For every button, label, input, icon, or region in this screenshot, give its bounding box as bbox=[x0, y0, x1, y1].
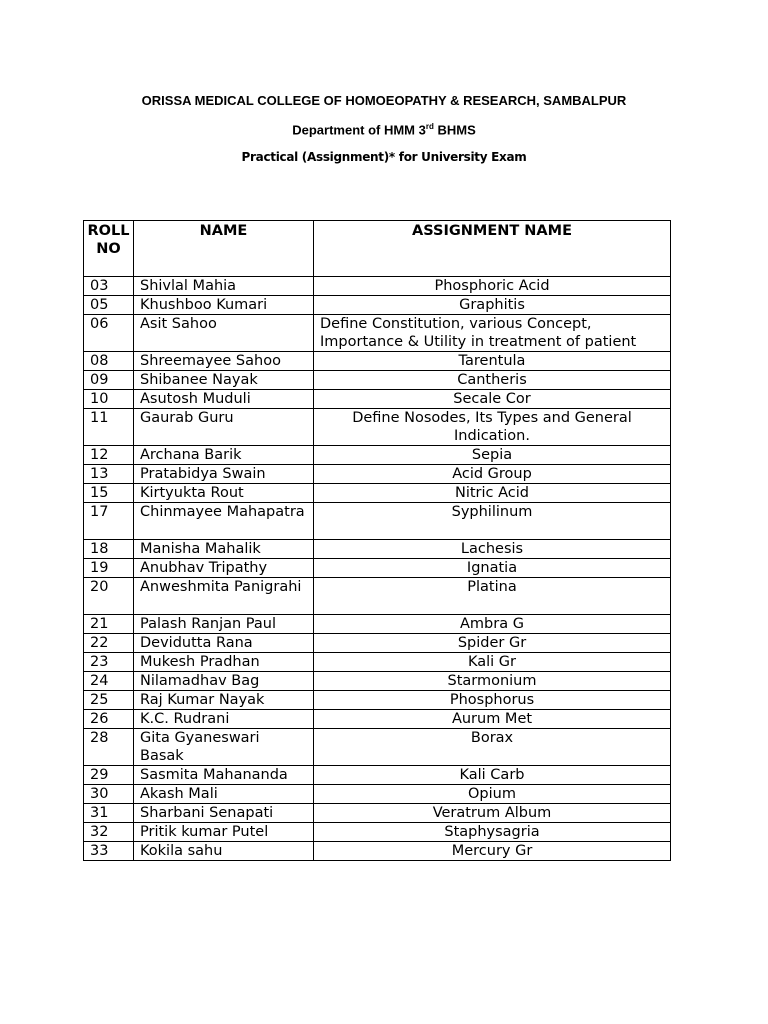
roll-cell: 15 bbox=[84, 484, 134, 503]
exam-subtitle: Practical (Assignment)* for University Exam bbox=[241, 150, 527, 164]
roll-cell: 33 bbox=[84, 842, 134, 861]
department-superscript: rd bbox=[425, 122, 434, 131]
roll-cell: 03 bbox=[84, 277, 134, 296]
name-cell: Archana Barik bbox=[134, 446, 314, 465]
table-row bbox=[84, 672, 671, 691]
roll-header: ROLL NO bbox=[84, 221, 134, 277]
name-cell: Gita Gyaneswari Basak bbox=[134, 729, 314, 766]
table-row bbox=[84, 653, 671, 672]
table-row bbox=[84, 785, 671, 804]
assignment-cell: Graphitis bbox=[314, 296, 671, 315]
department-suffix: BHMS bbox=[433, 122, 476, 138]
roll-cell: 26 bbox=[84, 710, 134, 729]
roll-cell: 17 bbox=[84, 503, 134, 540]
roll-cell: 10 bbox=[84, 390, 134, 409]
name-cell: Raj Kumar Nayak bbox=[134, 691, 314, 710]
table-row bbox=[84, 446, 671, 465]
name-cell: Nilamadhav Bag bbox=[134, 672, 314, 691]
roll-cell: 18 bbox=[84, 540, 134, 559]
roll-cell: 29 bbox=[84, 766, 134, 785]
roll-cell: 11 bbox=[84, 409, 134, 446]
roll-cell: 24 bbox=[84, 672, 134, 691]
department-prefix: Department of HMM 3 bbox=[292, 122, 426, 138]
roll-cell: 31 bbox=[84, 804, 134, 823]
table-row bbox=[84, 315, 671, 352]
college-title: ORISSA MEDICAL COLLEGE OF HOMOEOPATHY & RESEARCH, SAMBALPUR bbox=[141, 93, 627, 108]
assignment-cell: Kali Carb bbox=[314, 766, 671, 785]
assignment-cell: Starmonium bbox=[314, 672, 671, 691]
name-cell: Kirtyukta Rout bbox=[134, 484, 314, 503]
table-row bbox=[84, 615, 671, 634]
assignment-cell: Sepia bbox=[314, 446, 671, 465]
name-cell: Asutosh Muduli bbox=[134, 390, 314, 409]
table-row bbox=[84, 409, 671, 446]
roll-cell: 05 bbox=[84, 296, 134, 315]
name-cell: Palash Ranjan Paul bbox=[134, 615, 314, 634]
assignment-cell: Kali Gr bbox=[314, 653, 671, 672]
roll-cell: 22 bbox=[84, 634, 134, 653]
name-cell: Chinmayee Mahapatra bbox=[134, 503, 314, 540]
name-cell: Sasmita Mahananda bbox=[134, 766, 314, 785]
assignment-cell: Define Nosodes, Its Types and General Indication. bbox=[314, 409, 671, 446]
table-row bbox=[84, 691, 671, 710]
name-header: NAME bbox=[134, 221, 314, 277]
assignment-cell: Syphilinum bbox=[314, 503, 671, 540]
name-cell: Pratabidya Swain bbox=[134, 465, 314, 484]
roll-cell: 25 bbox=[84, 691, 134, 710]
assignment-cell: Ignatia bbox=[314, 559, 671, 578]
assignment-cell: Spider Gr bbox=[314, 634, 671, 653]
roll-cell: 21 bbox=[84, 615, 134, 634]
name-cell: Shibanee Nayak bbox=[134, 371, 314, 390]
table-row bbox=[84, 578, 671, 615]
table-row bbox=[84, 842, 671, 861]
assignment-table bbox=[83, 220, 671, 861]
table-row bbox=[84, 352, 671, 371]
assignment-cell: Nitric Acid bbox=[314, 484, 671, 503]
roll-cell: 30 bbox=[84, 785, 134, 804]
name-cell: Khushboo Kumari bbox=[134, 296, 314, 315]
table-row bbox=[84, 277, 671, 296]
name-cell: Pritik kumar Putel bbox=[134, 823, 314, 842]
table-row bbox=[84, 804, 671, 823]
table-body bbox=[84, 277, 671, 861]
table-row bbox=[84, 710, 671, 729]
name-cell: K.C. Rudrani bbox=[134, 710, 314, 729]
name-cell: Akash Mali bbox=[134, 785, 314, 804]
name-cell: Kokila sahu bbox=[134, 842, 314, 861]
table-row bbox=[84, 729, 671, 766]
name-cell: Shivlal Mahia bbox=[134, 277, 314, 296]
table-row bbox=[84, 503, 671, 540]
assignment-cell: Cantheris bbox=[314, 371, 671, 390]
table-row bbox=[84, 484, 671, 503]
assignment-cell: Secale Cor bbox=[314, 390, 671, 409]
table-row bbox=[84, 634, 671, 653]
roll-cell: 23 bbox=[84, 653, 134, 672]
roll-cell: 28 bbox=[84, 729, 134, 766]
roll-cell: 08 bbox=[84, 352, 134, 371]
name-cell: Asit Sahoo bbox=[134, 315, 314, 352]
table-row bbox=[84, 371, 671, 390]
name-cell: Sharbani Senapati bbox=[134, 804, 314, 823]
assignment-cell: Platina bbox=[314, 578, 671, 615]
assignment-cell: Mercury Gr bbox=[314, 842, 671, 861]
name-cell: Devidutta Rana bbox=[134, 634, 314, 653]
table-row bbox=[84, 766, 671, 785]
assignment-header: ASSIGNMENT NAME bbox=[314, 221, 671, 277]
table-row bbox=[84, 465, 671, 484]
assignment-cell: Borax bbox=[314, 729, 671, 766]
table-row bbox=[84, 390, 671, 409]
table-header-row bbox=[84, 221, 671, 277]
assignment-cell: Opium bbox=[314, 785, 671, 804]
assignment-cell: Veratrum Album bbox=[314, 804, 671, 823]
roll-cell: 09 bbox=[84, 371, 134, 390]
assignment-cell: Acid Group bbox=[314, 465, 671, 484]
table-row bbox=[84, 296, 671, 315]
name-cell: Anubhav Tripathy bbox=[134, 559, 314, 578]
roll-cell: 32 bbox=[84, 823, 134, 842]
roll-cell: 13 bbox=[84, 465, 134, 484]
assignment-cell: Lachesis bbox=[314, 540, 671, 559]
roll-cell: 20 bbox=[84, 578, 134, 615]
assignment-cell: Tarentula bbox=[314, 352, 671, 371]
assignment-cell: Define Constitution, various Concept, Importance & Utility in treatment of patient bbox=[314, 315, 671, 352]
table-row bbox=[84, 823, 671, 842]
name-cell: Anweshmita Panigrahi bbox=[134, 578, 314, 615]
assignment-cell: Phosphoric Acid bbox=[314, 277, 671, 296]
assignment-cell: Ambra G bbox=[314, 615, 671, 634]
roll-cell: 19 bbox=[84, 559, 134, 578]
table-row bbox=[84, 559, 671, 578]
roll-cell: 06 bbox=[84, 315, 134, 352]
name-cell: Mukesh Pradhan bbox=[134, 653, 314, 672]
department-title bbox=[0, 122, 768, 137]
assignment-cell: Phosphorus bbox=[314, 691, 671, 710]
name-cell: Gaurab Guru bbox=[134, 409, 314, 446]
table-row bbox=[84, 540, 671, 559]
roll-cell: 12 bbox=[84, 446, 134, 465]
name-cell: Shreemayee Sahoo bbox=[134, 352, 314, 371]
name-cell: Manisha Mahalik bbox=[134, 540, 314, 559]
assignment-cell: Aurum Met bbox=[314, 710, 671, 729]
assignment-cell: Staphysagria bbox=[314, 823, 671, 842]
